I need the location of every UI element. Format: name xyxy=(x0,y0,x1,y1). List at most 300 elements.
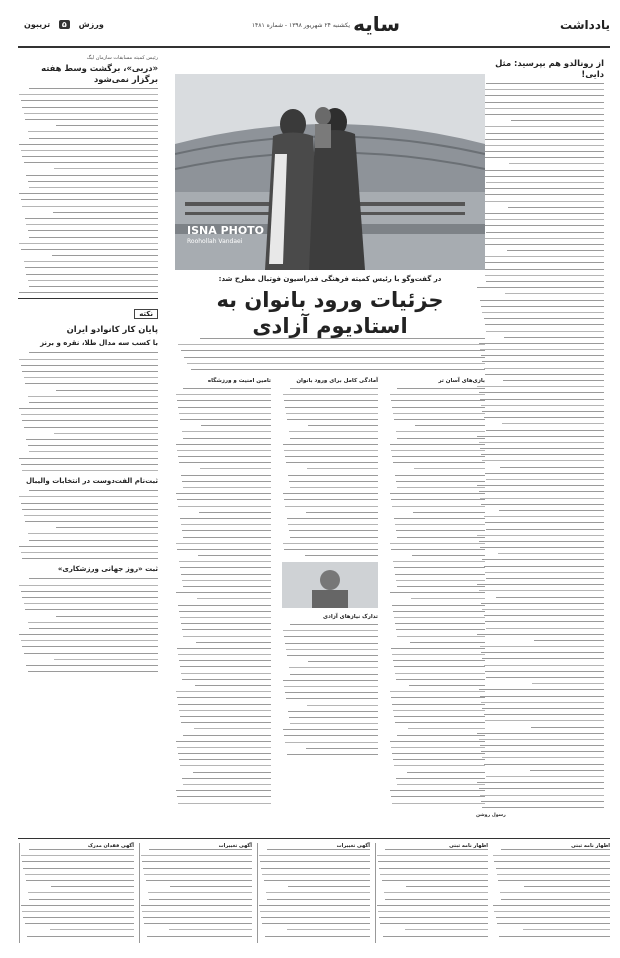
text-line xyxy=(390,394,485,395)
text-line xyxy=(481,355,604,356)
subhead-3: تدارک نیازهای آزادی xyxy=(322,614,378,621)
text-line xyxy=(197,598,271,599)
text-line xyxy=(405,929,488,930)
text-line xyxy=(179,462,271,463)
text-line xyxy=(261,917,370,918)
text-line xyxy=(481,801,604,802)
text-line xyxy=(180,765,271,766)
text-line xyxy=(194,728,271,729)
text-line xyxy=(182,431,271,432)
text-line xyxy=(484,764,604,765)
text-line xyxy=(177,450,271,451)
text-line xyxy=(486,331,604,332)
text-line xyxy=(479,145,604,146)
text-line xyxy=(502,423,604,424)
text-line xyxy=(497,874,610,875)
text-line xyxy=(379,917,488,918)
text-line xyxy=(477,386,604,387)
text-line xyxy=(29,451,158,452)
text-line xyxy=(289,667,378,668)
text-line xyxy=(396,679,485,680)
text-line xyxy=(481,603,604,604)
text-line xyxy=(484,219,604,220)
article-column-2 xyxy=(282,378,378,760)
text-line xyxy=(477,733,604,734)
text-line xyxy=(290,388,378,389)
main-article-head xyxy=(175,275,485,339)
text-line xyxy=(28,533,158,534)
text-line xyxy=(406,886,488,887)
page-number: ۵ xyxy=(59,20,70,29)
text-line xyxy=(176,691,271,692)
article-lead xyxy=(175,338,485,370)
text-line xyxy=(181,475,271,476)
text-line xyxy=(395,623,485,624)
text-line xyxy=(484,368,604,369)
text-line xyxy=(21,591,158,592)
text-line xyxy=(392,456,485,457)
text-line xyxy=(176,741,271,742)
text-line xyxy=(415,425,485,426)
text-line xyxy=(176,444,271,445)
text-line xyxy=(397,784,485,785)
text-line xyxy=(411,598,485,599)
text-line xyxy=(29,88,158,89)
text-line xyxy=(481,454,604,455)
text-line xyxy=(396,629,485,630)
text-line xyxy=(24,261,158,262)
text-line xyxy=(391,697,485,698)
text-line xyxy=(484,714,604,715)
subhead-1: بازی‌های آسان تر xyxy=(438,378,485,384)
text-line xyxy=(22,597,158,598)
ad-1-text xyxy=(20,849,134,937)
ad-box-5 xyxy=(492,843,610,943)
text-line xyxy=(484,516,604,517)
text-line xyxy=(289,717,378,718)
text-line xyxy=(177,499,271,500)
text-line xyxy=(481,405,604,406)
text-line xyxy=(413,512,485,513)
text-line xyxy=(511,120,604,121)
text-line xyxy=(395,574,485,575)
text-line xyxy=(485,324,604,325)
text-line xyxy=(148,892,252,893)
text-line xyxy=(496,917,610,918)
ad-1-title: آگهی فقدان مدرک xyxy=(87,843,134,849)
text-line xyxy=(177,549,271,550)
text-line xyxy=(479,343,604,344)
text-line xyxy=(182,530,271,531)
text-line xyxy=(482,757,604,758)
text-line xyxy=(26,274,158,275)
text-line xyxy=(284,400,378,401)
text-line xyxy=(142,911,252,912)
text-line xyxy=(531,727,604,728)
text-line xyxy=(184,357,485,358)
text-line xyxy=(287,929,370,930)
text-line xyxy=(393,660,485,661)
text-line xyxy=(290,487,378,488)
text-line xyxy=(28,131,158,132)
text-line xyxy=(141,855,252,856)
text-line xyxy=(397,537,485,538)
text-line xyxy=(143,868,252,869)
text-line xyxy=(19,292,158,293)
text-line xyxy=(180,567,271,568)
text-line xyxy=(181,524,271,525)
text-line xyxy=(29,490,158,491)
text-line xyxy=(377,905,488,906)
text-line xyxy=(183,636,271,637)
text-line xyxy=(397,586,485,587)
text-line xyxy=(285,692,378,693)
text-line xyxy=(146,880,252,881)
text-line xyxy=(395,475,485,476)
text-line xyxy=(378,911,488,912)
text-line xyxy=(262,923,370,924)
text-line xyxy=(482,708,604,709)
text-line xyxy=(181,350,485,351)
text-line xyxy=(486,578,604,579)
text-line xyxy=(477,89,604,90)
text-line xyxy=(28,622,158,623)
text-line xyxy=(307,705,378,706)
text-line xyxy=(503,380,604,381)
text-line xyxy=(505,293,604,294)
text-line xyxy=(52,255,158,256)
text-line xyxy=(193,772,271,773)
text-line xyxy=(484,665,604,666)
text-line xyxy=(285,407,378,408)
text-line xyxy=(28,280,158,281)
text-line xyxy=(392,407,485,408)
text-line xyxy=(182,629,271,630)
text-line xyxy=(29,578,158,579)
text-line xyxy=(21,905,134,906)
text-line xyxy=(25,383,158,384)
text-line xyxy=(482,411,604,412)
text-line xyxy=(22,646,158,647)
text-line xyxy=(392,704,485,705)
text-line xyxy=(19,193,158,194)
text-line xyxy=(183,438,271,439)
text-line xyxy=(179,710,271,711)
text-line xyxy=(283,729,378,730)
text-line xyxy=(482,213,604,214)
text-line xyxy=(479,442,604,443)
text-line xyxy=(482,460,604,461)
text-line xyxy=(259,905,370,906)
text-line xyxy=(485,176,604,177)
text-line xyxy=(494,861,610,862)
text-line xyxy=(288,524,378,525)
text-line xyxy=(485,473,604,474)
text-line xyxy=(260,861,370,862)
text-line xyxy=(181,574,271,575)
text-line xyxy=(288,711,378,712)
text-line xyxy=(482,559,604,560)
ad-3-title: آگهی تغییرات xyxy=(336,843,370,849)
text-line xyxy=(29,237,158,238)
text-line xyxy=(21,249,158,250)
text-line xyxy=(181,623,271,624)
text-line xyxy=(29,628,158,629)
text-line xyxy=(283,543,378,544)
text-line xyxy=(393,611,485,612)
text-line xyxy=(486,133,604,134)
news-item-1-title: پایان کار کانوادو ایران xyxy=(66,324,158,335)
text-line xyxy=(287,655,378,656)
text-line xyxy=(500,467,604,468)
text-line xyxy=(19,634,158,635)
text-line xyxy=(508,207,604,208)
text-line xyxy=(283,444,378,445)
text-line xyxy=(56,616,158,617)
ad-5-title: اظهار نامه ثبتی xyxy=(571,843,610,849)
text-line xyxy=(24,427,158,428)
text-line xyxy=(485,522,604,523)
text-line xyxy=(306,512,378,513)
text-line xyxy=(481,306,604,307)
text-line xyxy=(496,597,604,598)
text-line xyxy=(497,923,610,924)
text-line xyxy=(486,628,604,629)
text-line xyxy=(391,499,485,500)
text-line xyxy=(22,911,134,912)
opinion-body xyxy=(476,83,604,808)
text-line xyxy=(391,400,485,401)
text-line xyxy=(267,849,370,850)
text-line xyxy=(169,929,252,930)
text-line xyxy=(142,861,252,862)
text-line xyxy=(19,546,158,547)
text-line xyxy=(265,936,370,937)
text-line xyxy=(178,654,271,655)
text-line xyxy=(149,899,252,900)
text-line xyxy=(390,790,485,791)
text-line xyxy=(306,748,378,749)
text-line xyxy=(29,187,158,188)
text-line xyxy=(23,917,134,918)
text-line xyxy=(523,929,610,930)
text-line xyxy=(482,312,604,313)
article-column-2-text xyxy=(282,388,378,556)
text-line xyxy=(480,399,604,400)
text-line xyxy=(180,716,271,717)
text-line xyxy=(480,102,604,103)
text-line xyxy=(19,94,158,95)
text-line xyxy=(307,468,378,469)
text-line xyxy=(409,685,485,686)
text-line xyxy=(394,419,485,420)
text-line xyxy=(260,911,370,912)
text-line xyxy=(290,438,378,439)
text-line xyxy=(54,659,158,660)
text-line xyxy=(482,262,604,263)
text-line xyxy=(485,374,604,375)
text-line xyxy=(486,776,604,777)
text-line xyxy=(479,590,604,591)
text-line xyxy=(485,621,604,622)
text-line xyxy=(24,653,158,654)
text-line xyxy=(382,880,488,881)
text-line xyxy=(24,603,158,604)
text-line xyxy=(29,352,158,353)
text-line xyxy=(532,683,604,684)
ad-box-3 xyxy=(257,843,370,943)
text-line xyxy=(177,400,271,401)
text-line xyxy=(29,138,158,139)
text-line xyxy=(481,751,604,752)
text-line xyxy=(390,691,485,692)
text-line xyxy=(477,238,604,239)
text-line xyxy=(397,636,485,637)
text-line xyxy=(481,108,604,109)
text-line xyxy=(19,359,158,360)
text-line xyxy=(484,318,604,319)
text-line xyxy=(29,899,134,900)
text-line xyxy=(22,861,134,862)
text-line xyxy=(201,425,271,426)
text-line xyxy=(187,363,485,364)
text-line xyxy=(22,206,158,207)
text-line xyxy=(481,256,604,257)
article-column-1-text xyxy=(389,388,485,804)
text-line xyxy=(176,493,271,494)
text-line xyxy=(504,337,604,338)
text-line xyxy=(200,468,271,469)
text-line xyxy=(259,855,370,856)
text-line xyxy=(51,886,134,887)
text-line xyxy=(393,710,485,711)
text-line xyxy=(480,745,604,746)
text-line xyxy=(22,558,158,559)
text-line xyxy=(176,790,271,791)
note-tag: نکته xyxy=(134,309,158,319)
text-line xyxy=(285,506,378,507)
text-line xyxy=(499,510,604,511)
subhead-4: تامین امنیت و ورزشگاه xyxy=(207,378,271,384)
section-label-left xyxy=(18,20,104,29)
text-line xyxy=(481,157,604,158)
text-line xyxy=(29,540,158,541)
text-line xyxy=(480,498,604,499)
text-line xyxy=(377,855,488,856)
text-line xyxy=(479,194,604,195)
text-line xyxy=(178,344,485,345)
main-article-body xyxy=(175,338,485,808)
text-line xyxy=(484,566,604,567)
article-columns xyxy=(175,378,485,808)
text-line xyxy=(178,605,271,606)
text-line xyxy=(392,506,485,507)
text-line xyxy=(178,407,271,408)
text-line xyxy=(493,855,610,856)
section-label-right: یادداشت xyxy=(560,18,610,32)
text-line xyxy=(56,125,158,126)
text-line xyxy=(283,680,378,681)
text-line xyxy=(479,95,604,96)
text-line xyxy=(283,394,378,395)
text-line xyxy=(486,232,604,233)
text-line xyxy=(285,643,378,644)
text-line xyxy=(21,365,158,366)
classified-ads xyxy=(18,838,610,947)
text-line xyxy=(28,671,158,672)
text-line xyxy=(479,788,604,789)
text-line xyxy=(22,509,158,510)
text-line xyxy=(21,414,158,415)
text-line xyxy=(484,615,604,616)
text-line xyxy=(484,170,604,171)
note-header xyxy=(18,298,158,320)
text-line xyxy=(182,481,271,482)
text-line xyxy=(485,572,604,573)
text-line xyxy=(391,450,485,451)
text-line xyxy=(308,661,378,662)
ad-box-2 xyxy=(139,843,252,943)
text-line xyxy=(479,689,604,690)
text-line xyxy=(141,905,252,906)
text-line xyxy=(54,433,158,434)
text-line xyxy=(22,156,158,157)
text-line xyxy=(28,230,158,231)
text-line xyxy=(183,537,271,538)
text-line xyxy=(287,754,378,755)
text-line xyxy=(524,886,610,887)
text-line xyxy=(178,704,271,705)
text-line xyxy=(397,388,485,389)
text-line xyxy=(408,728,485,729)
text-line xyxy=(191,369,486,370)
text-line xyxy=(480,300,604,301)
photo-credit: ISNA PHOTO xyxy=(187,224,265,237)
inset-portrait xyxy=(282,562,378,608)
text-line xyxy=(183,784,271,785)
text-line xyxy=(196,642,271,643)
text-line xyxy=(26,224,158,225)
text-line xyxy=(477,139,604,140)
article-column-3 xyxy=(175,378,271,809)
text-line xyxy=(183,388,271,389)
text-line xyxy=(21,855,134,856)
text-line xyxy=(392,753,485,754)
text-line xyxy=(414,468,485,469)
tribune-label: تریبون xyxy=(24,20,51,29)
tribune-subtitle: رئیس کمیته مسابقات سازمان لیگ xyxy=(86,55,158,61)
ad-3-text xyxy=(258,849,370,937)
text-line xyxy=(392,605,485,606)
text-line xyxy=(21,640,158,641)
text-line xyxy=(486,281,604,282)
text-line xyxy=(390,741,485,742)
text-line xyxy=(384,892,488,893)
ad-2-text xyxy=(140,849,252,937)
text-line xyxy=(477,782,604,783)
text-line xyxy=(486,529,604,530)
text-line xyxy=(288,886,370,887)
text-line xyxy=(26,880,134,881)
text-line xyxy=(286,698,378,699)
text-line xyxy=(200,338,485,339)
text-line xyxy=(284,499,378,500)
text-line xyxy=(177,796,271,797)
headline-kicker: در گفت‌وگو با رئیس کمیته فرهنگی فدراسیون فوتبال مطرح شد: xyxy=(218,275,442,283)
text-line xyxy=(182,778,271,779)
text-line xyxy=(287,518,378,519)
text-line xyxy=(170,886,252,887)
